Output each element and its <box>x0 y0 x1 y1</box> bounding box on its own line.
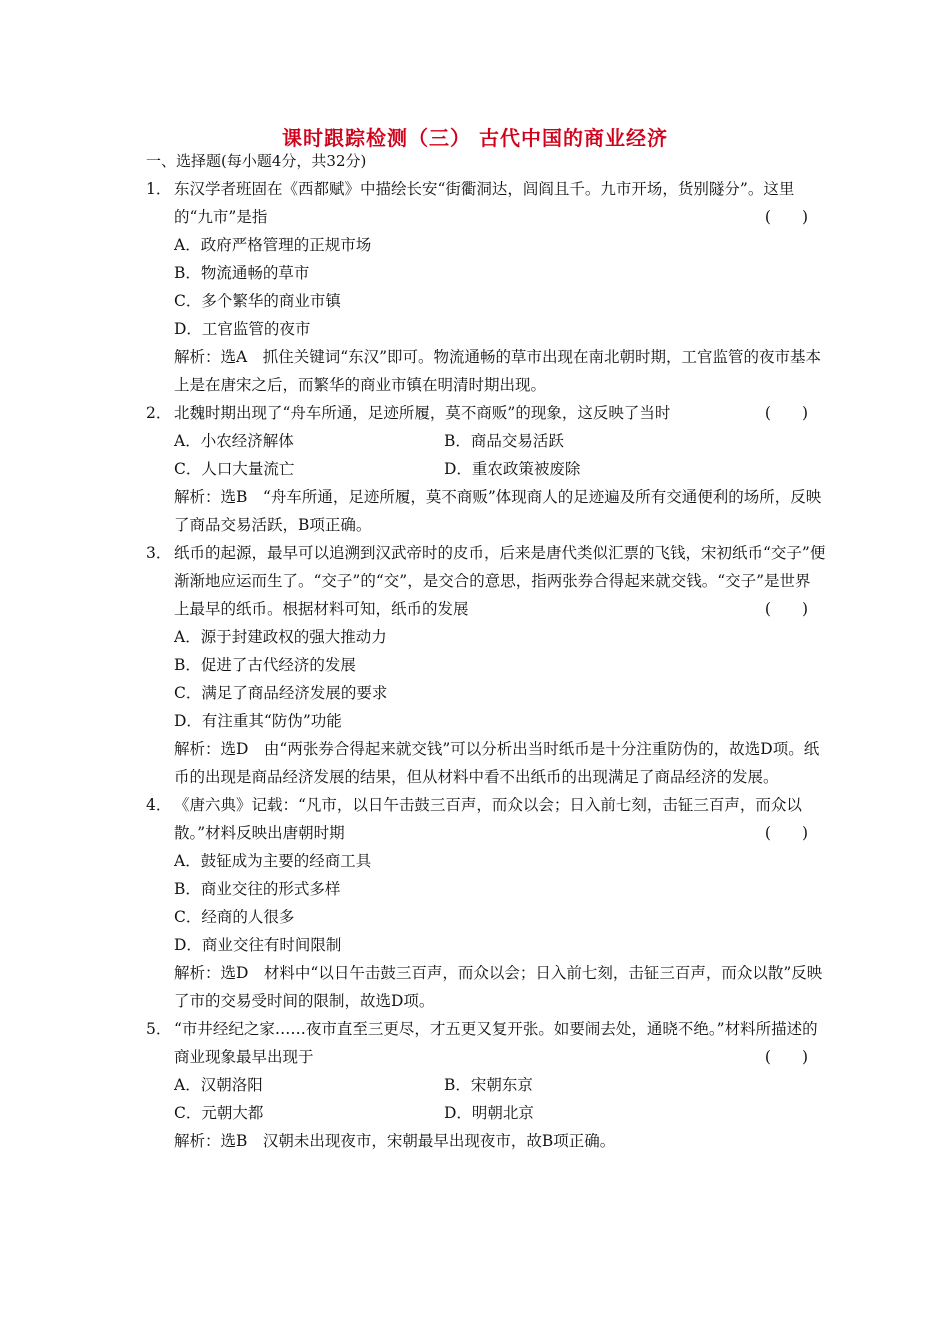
question-stem: 东汉学者班固在《西都赋》中描绘长安“街衢洞达，闾阎且千。九市开场，货别隧分”。这里的“九市”是指 ( ) <box>174 175 826 231</box>
options <box>146 231 826 343</box>
option-a: A．小农经济解体 <box>174 432 294 450</box>
page-title: 课时跟踪检测（三） 古代中国的商业经济 <box>282 126 668 150</box>
option-c: C．人口大量流亡 <box>174 460 295 478</box>
option-c: C．多个繁华的商业市镇 <box>174 292 341 310</box>
option-d: D．明朝北京 <box>444 1104 534 1122</box>
option-c: C．经商的人很多 <box>174 908 295 926</box>
answer-blank: ( ) <box>764 600 808 618</box>
question-1 <box>146 175 826 399</box>
question-stem: 北魏时期出现了“舟车所通，足迹所履，莫不商贩”的现象，这反映了当时 ( ) <box>174 399 826 427</box>
explanation: 解析：选B 汉朝未出现夜市，宋朝最早出现夜市，故B项正确。 <box>174 1132 616 1150</box>
option-b: B．商品交易活跃 <box>444 432 564 450</box>
question-4 <box>146 791 826 1015</box>
answer-blank: ( ) <box>764 208 808 226</box>
option-d: D．商业交往有时间限制 <box>174 936 342 954</box>
options <box>146 1071 826 1127</box>
question-list <box>146 175 826 1155</box>
question-stem: 《唐六典》记载：“凡市，以日午击鼓三百声，而众以会；日入前七刻，击钲三百声，而众以散。”材料反映出唐朝时期 ( ) <box>174 791 826 847</box>
answer-blank: ( ) <box>764 824 808 842</box>
answer-blank: ( ) <box>764 404 808 422</box>
question-number: 2． <box>146 404 172 422</box>
answer-blank: ( ) <box>764 1048 808 1066</box>
option-a: A．政府严格管理的正规市场 <box>174 236 372 254</box>
question-stem: “市井经纪之家……夜市直至三更尽，才五更又复开张。如要闹去处，通晓不绝。”材料所描述的商业现象最早出现于 ( ) <box>174 1015 826 1071</box>
option-c: C．元朝大都 <box>174 1104 264 1122</box>
option-a: A．汉朝洛阳 <box>174 1076 263 1094</box>
options <box>146 623 826 735</box>
section-heading: 一、选择题(每小题4分，共32分) <box>146 152 367 170</box>
question-stem: 纸币的起源，最早可以追溯到汉武帝时的皮币，后来是唐代类似汇票的飞钱，宋初纸币“交子”便渐渐地应运而生了。“交子”的“交”，是交合的意思，指两张券合得起来就交钱。“交子”是世界上最早的纸币。根据材料可知，纸币的发展 ( ) <box>174 539 826 623</box>
options <box>146 427 826 483</box>
question-5 <box>146 1015 826 1155</box>
question-number: 4． <box>146 796 172 814</box>
options <box>146 847 826 959</box>
explanation: 解析：选D 由“两张券合得起来就交钱”可以分析出当时纸币是十分注重防伪的，故选D项。纸币的出现是商品经济发展的结果，但从材料中看不出纸币的出现满足了商品经济的发展。 <box>174 740 820 786</box>
option-d: D．工官监管的夜市 <box>174 320 311 338</box>
question-number: 1． <box>146 180 172 198</box>
option-d: D．重农政策被废除 <box>444 460 581 478</box>
option-b: B．宋朝东京 <box>444 1076 533 1094</box>
option-a: A．源于封建政权的强大推动力 <box>174 628 387 646</box>
question-number: 5． <box>146 1020 172 1038</box>
question-number: 3． <box>146 544 172 562</box>
explanation: 解析：选B “舟车所通，足迹所履，莫不商贩”体现商人的足迹遍及所有交通便利的场所，反映了商品交易活跃，B项正确。 <box>174 488 822 534</box>
option-d: D．有注重其“防伪”功能 <box>174 712 342 730</box>
option-b: B．物流通畅的草市 <box>174 264 310 282</box>
option-b: B．促进了古代经济的发展 <box>174 656 356 674</box>
explanation: 解析：选D 材料中“以日午击鼓三百声，而众以会；日入前七刻，击钲三百声，而众以散”反映了市的交易受时间的限制，故选D项。 <box>174 964 823 1010</box>
explanation: 解析：选A 抓住关键词“东汉”即可。物流通畅的草市出现在南北朝时期，工官监管的夜市基本上是在唐宋之后，而繁华的商业市镇在明清时期出现。 <box>174 348 822 394</box>
option-a: A．鼓钲成为主要的经商工具 <box>174 852 372 870</box>
question-3 <box>146 539 826 791</box>
option-c: C．满足了商品经济发展的要求 <box>174 684 388 702</box>
question-2 <box>146 399 826 539</box>
option-b: B．商业交往的形式多样 <box>174 880 341 898</box>
